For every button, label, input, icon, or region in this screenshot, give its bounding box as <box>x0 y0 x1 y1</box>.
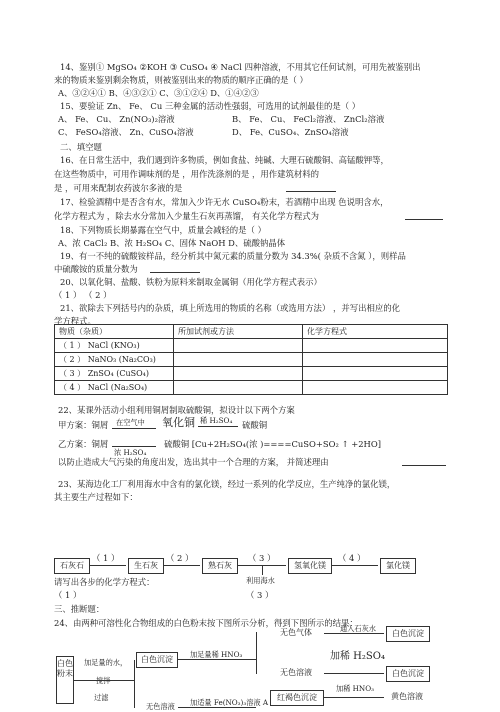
arrow-line <box>178 659 256 660</box>
q24-stir: 搅拌 <box>96 676 111 685</box>
flow-box-mg-chloride: 氯化镁 <box>380 558 416 574</box>
row-substance: （ 1 ） NaCl (KNO₃) <box>55 339 174 353</box>
q15-option-d: D、 Fe、CuSO₄、ZnSO₄溶液 <box>232 127 349 137</box>
row-reagent-cell[interactable] <box>174 367 303 381</box>
q24-filter: 过滤 <box>94 693 109 702</box>
q20-line2: （ 1 ） （ 2 ） <box>54 290 112 300</box>
arrow-line <box>90 565 126 566</box>
q23-line1: 23、某海边化工厂利用海水中含有的氯化镁，经过一系列的化学反应，生产纯净的氯化镁， <box>58 479 396 489</box>
q24-line1: 24、由两种可溶性化合物组成的白色粉末按下图所示分析，得到下图所示的结果： <box>54 618 358 628</box>
flow-seawater-label: 利用海水 <box>246 576 275 585</box>
q23-line2: 其主要生产过程如下： <box>54 492 138 502</box>
arrow-line <box>324 673 384 674</box>
flow-step-1: （ 1 ） <box>92 553 120 563</box>
row-substance: （ 2 ） NaNO₃ (Na₂CO₃) <box>55 353 174 367</box>
header-substance: 物质（杂质） <box>55 325 174 339</box>
row-reagent-cell[interactable] <box>174 353 303 367</box>
flow-box-white-precip-2: 白色沉淀 <box>386 626 430 642</box>
arrow-line <box>324 697 384 698</box>
table-row <box>55 381 448 395</box>
arrow-line <box>324 633 384 634</box>
row-reagent-cell[interactable] <box>174 339 303 353</box>
flow-box-slaked-lime: 熟石灰 <box>202 558 238 574</box>
q22-jia-end: 硫酸铜 <box>242 420 268 430</box>
q18-line1: 18、下列物质长期暴露在空气中，质量会减轻的是（ ） <box>60 225 266 235</box>
flow-step-3: （ 3 ） <box>248 553 276 563</box>
q18-options: A、浓 CaCl₂ B、浓 H₂SO₄ C、固体 NaOH D、硫酸钠晶体 <box>58 238 286 248</box>
q22-yi-equation: 硫酸铜 [Cu+2H₂SO₄(浓 )====CuSO+SO₂ ↑ +2HO] <box>164 439 381 449</box>
q17-answer-blank[interactable] <box>405 219 443 220</box>
q14-options: A、③②④① B、④③②① C、③①②④ D、①④②③ <box>58 88 259 98</box>
arrow-line <box>74 680 134 681</box>
q23-prompt: 请写出各步的化学方程式： <box>54 577 155 587</box>
q23-answer-1: （ 1 ） <box>54 590 82 600</box>
q21-line2: 学方程式。 <box>54 316 96 326</box>
table-row <box>55 353 448 367</box>
table-header-row <box>55 325 448 339</box>
row-equation-cell[interactable] <box>303 367 448 381</box>
row-substance: （ 3 ） ZnSO₄ (CuSO₄) <box>55 367 174 381</box>
flow-step-4: （ 4 ） <box>338 553 366 563</box>
flow-box-yellow-solution: 黄色溶液 <box>391 692 423 701</box>
flow-box-colorless-solution: 无色溶液 <box>280 668 312 677</box>
q24-add-fe-solution: 加适量 Fe(NO₃)₃溶液 A <box>190 698 269 707</box>
flow-box-gas: 无色气体 <box>280 628 312 637</box>
q19-line1: 19、有一不纯的硫酸铵样品，经分析其中氮元素的质量分数为 34.3%( 杂质不含氮 ），则样品 <box>60 251 406 261</box>
q19-answer-blank[interactable] <box>150 272 200 273</box>
arrow-line <box>164 565 200 566</box>
q22-plan-yi-label: 乙方案：铜屑 <box>58 439 109 449</box>
q23-answer-3: （ 3 ） <box>246 590 274 600</box>
q16-line2: 在这些物质中，可用作调味剂的是 ，用作洗涤剂的是 ，用作建筑材料的 <box>54 169 319 179</box>
q22-yi-reagent: 浓 H₂SO₄ <box>114 448 147 457</box>
flow-box-limestone: 石灰石 <box>54 558 90 574</box>
row-equation-cell[interactable] <box>303 353 448 367</box>
arrow-line <box>198 426 238 427</box>
arrow-line <box>178 707 256 708</box>
q22-plan-jia-label: 甲方案：铜屑 <box>58 420 109 430</box>
q15-option-a: A、 Fe、 Cu、 Zn(NO₃)₂溶液 <box>58 114 175 124</box>
flow-box-white-powder: 白色粉末 <box>56 656 74 704</box>
q24-add-hno3-2: 加稀 HNO₃ <box>336 684 374 693</box>
q17-line2: 化学方程式为 ，除去水分常加入少量生石灰再蒸馏， 有关化学方程式为 <box>54 211 319 221</box>
q24-add-water: 加足量的水， <box>84 658 128 667</box>
flow-box-quicklime: 生石灰 <box>128 558 164 574</box>
flow-box-mg-hydroxide: 氢氧化镁 <box>288 558 332 574</box>
row-reagent-cell[interactable] <box>174 381 303 395</box>
q16-line3: 是 ，可用来配制农药波尔多液的是 <box>54 183 183 193</box>
table-row <box>55 367 448 381</box>
table-row <box>55 339 448 353</box>
section-inference-title: 三、推断题： <box>54 604 105 614</box>
flow-box-red-brown-precip: 红褐色沉淀 <box>270 690 324 706</box>
q24-clear-solution: 无色溶液 <box>146 702 175 711</box>
q21-line1: 21、欲除去下列括号内的杂质，填上所选用的物质的名称（或选用方法） ，并写出相应的化 <box>60 303 400 313</box>
seawater-connector <box>262 565 263 575</box>
section-fill-in-title: 二、填空题 <box>60 142 102 152</box>
q22-jia-condition: 在空气中 <box>116 418 145 427</box>
q15-line1: 15、要验证 Zn、 Fe、 Cu 三种金属的活动性强弱，可选用的试剂最佳的是（ ） <box>60 101 361 111</box>
arrow-line <box>332 565 378 566</box>
row-equation-cell[interactable] <box>303 339 448 353</box>
header-reagent: 所加试剂或方法 <box>174 325 303 339</box>
header-equation: 化学方程式 <box>303 325 448 339</box>
q21-table <box>54 324 448 395</box>
arrow-line <box>112 428 156 429</box>
q15-option-b: B、 Fe、 Cu、 FeCl₂溶液、 ZnCl₂溶液 <box>232 114 385 124</box>
row-substance: （ 4 ） NaCl (Na₂SO₄) <box>55 381 174 395</box>
q14-line2: 来的物质来鉴别剩余物质，则被鉴别出来的物质的顺序正确的是（ ） <box>54 75 308 85</box>
flow-step-2: （ 2 ） <box>166 553 194 563</box>
q22-line4: 以防止造成大气污染的角度出发，选出其中一个合理的方案， 并简述理由 <box>58 457 329 467</box>
q16-answer-blank[interactable] <box>286 191 336 192</box>
flow-box-white-precip-3: 白色沉淀 <box>386 666 430 682</box>
q17-line1: 17、检验酒精中是否含有水，常加入少许无水 CuSO₄粉末，若酒精中出现 色说明含水， <box>60 197 389 207</box>
q16-line1: 16、在日常生活中，我们遇到许多物质，例如食盐、纯碱、大理石硫酸铜、高锰酸钾等， <box>60 155 389 165</box>
arrow-line <box>112 446 156 447</box>
q22-jia-reagent: 稀 H₂SO₄ <box>200 416 233 425</box>
q22-line1: 22、某课外活动小组利用铜屑制取硫酸铜，拟设计以下两个方案 <box>58 405 295 415</box>
branch-connector <box>134 660 135 708</box>
q19-line2: 中硫酸铵的质量分数为 <box>54 264 138 274</box>
branch-connector <box>256 632 257 674</box>
q22-jia-product: 氧化铜 <box>162 416 195 429</box>
q24-add-hno3: 加足量稀 HNO₃ <box>190 650 243 659</box>
row-equation-cell[interactable] <box>303 381 448 395</box>
q20-line1: 20、以氧化铜、盐酸、铁粉为原料来制取金属铜（用化学方程式表示） <box>60 277 322 287</box>
q24-into-limewater: 通入石灰水 <box>340 624 376 633</box>
flow-box-white-precipitate: 白色沉淀 <box>136 652 178 668</box>
q22-answer-blank[interactable] <box>402 465 446 466</box>
q24-add-h2so4: 加稀 H₂SO₄ <box>330 651 385 662</box>
q15-option-c: C、 FeSO₄溶液、 Zn、CuSO₄溶液 <box>58 127 194 137</box>
q14-line1: 14、鉴别① MgSO₄ ②KOH ③ CuSO₄ ④ NaCl 四种溶液，不用其它任何试剂，可用先被鉴别出 <box>60 62 421 72</box>
